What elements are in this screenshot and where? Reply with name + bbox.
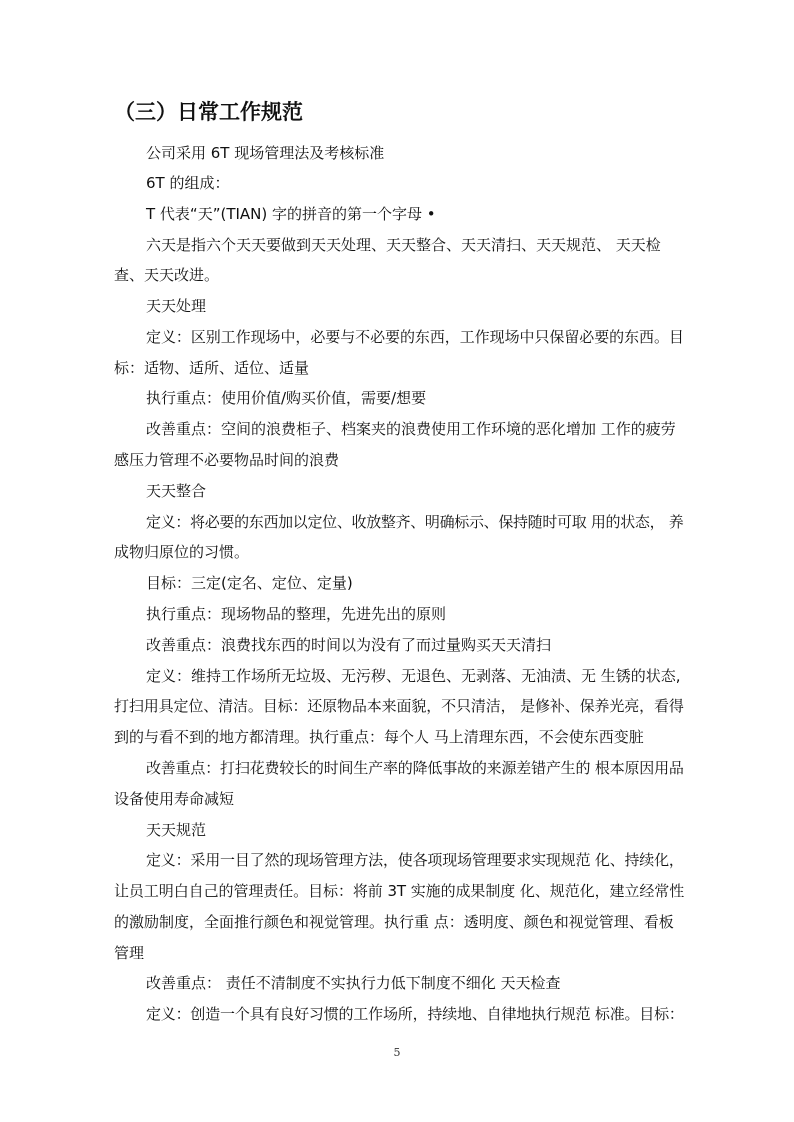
text-line: 改善重点：空间的浪费柜子、档案夹的浪费使用工作环境的恶化增加 工作的疲劳 bbox=[146, 420, 676, 438]
text-line: 定义：采用一目了然的现场管理方法，使各项现场管理要求实现规范 化、持续化， bbox=[146, 851, 684, 869]
text-line: 公司采用 6T 现场管理法及考核标准 bbox=[146, 144, 385, 162]
text-line: 打扫用具定位、清洁。目标：还原物品本来面貌，不只清洁， 是修补、保养光亮，看得 bbox=[114, 697, 684, 715]
text-line: 让员工明白自己的管理责任。目标：将前 3T 实施的成果制度 化、规范化，建立经常性 bbox=[114, 882, 685, 900]
text-line: 成物归原位的习惯。 bbox=[114, 543, 250, 561]
text-line: 管理 bbox=[114, 944, 145, 962]
text-line: 6T 的组成： bbox=[146, 174, 230, 192]
text-line: 执行重点：使用价值/购买价值，需要/想要 bbox=[146, 389, 427, 407]
text-line: 查、天天改进。 bbox=[114, 266, 220, 284]
page-number: 5 bbox=[393, 1046, 401, 1059]
text-line: 设备使用寿命减短 bbox=[114, 790, 235, 808]
text-line: 标：适物、适所、适位、适量 bbox=[114, 359, 310, 377]
section-heading: （三）日常工作规范 bbox=[114, 100, 303, 124]
text-line: 定义：创造一个具有良好习惯的工作场所，持续地、自律地执行规范 标准。目标： bbox=[146, 1005, 684, 1023]
text-line: 改善重点：浪费找东西的时间以为没有了而过量购买天天清扫 bbox=[146, 636, 552, 654]
subsection-heading: 天天规范 bbox=[146, 821, 207, 839]
text-line: 改善重点：打扫花费较长的时间生产率的降低事故的来源差错产生的 根本原因用品 bbox=[146, 759, 684, 777]
text-line: 的激励制度，全面推行颜色和视觉管理。执行重 点：透明度、颜色和视觉管理、看板 bbox=[114, 913, 674, 931]
text-line: 到的与看不到的地方都清理。执行重点：每个人 马上清理东西，不会使东西变脏 bbox=[114, 728, 644, 746]
subsection-heading: 天天处理 bbox=[146, 297, 207, 315]
text-line: 感压力管理不必要物品时间的浪费 bbox=[114, 451, 340, 469]
text-line: 定义：将必要的东西加以定位、收放整齐、明确标示、保持随时可取 用的状态， 养 bbox=[146, 513, 684, 531]
text-line: 改善重点： 责任不清制度不实执行力低下制度不细化 天天检查 bbox=[146, 974, 561, 992]
text-line: 六天是指六个天天要做到天天处理、天天整合、天天清扫、天天规范、 天天检 bbox=[146, 236, 661, 254]
text-line: 定义：区别工作现场中，必要与不必要的东西，工作现场中只保留必要的东西。目 bbox=[146, 328, 684, 346]
text-line: 定义：维持工作场所无垃圾、无污秽、无退色、无剥落、无油渍、无 生锈的状态, bbox=[146, 667, 681, 685]
subsection-heading: 天天整合 bbox=[146, 482, 207, 500]
text-line: 执行重点：现场物品的整理，先进先出的原则 bbox=[146, 605, 447, 623]
text-line: 目标：三定(定名、定位、定量) bbox=[146, 574, 353, 592]
text-line: T 代表“天”(TIAN) 字的拼音的第一个字母 • bbox=[146, 205, 436, 223]
